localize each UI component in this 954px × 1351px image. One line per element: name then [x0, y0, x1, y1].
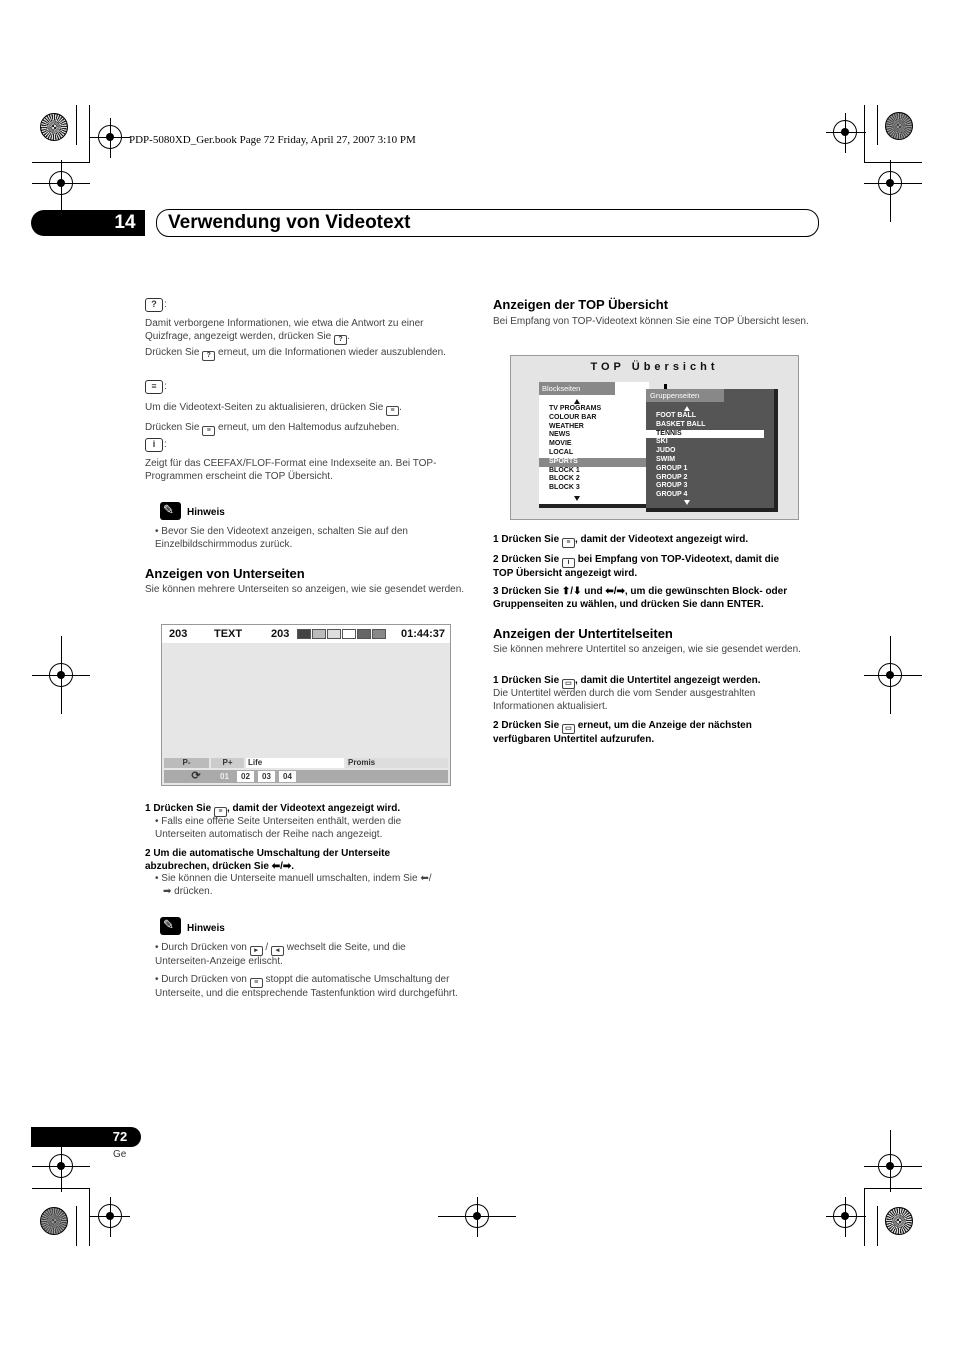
index-key-icon: i	[562, 558, 575, 568]
reveal-key-icon: ?	[202, 351, 215, 361]
block-item[interactable]: COLOUR BAR	[549, 413, 597, 421]
group-item[interactable]: GROUP 3	[656, 482, 688, 490]
color-swatch	[327, 629, 341, 639]
registration-mark-icon	[49, 171, 73, 195]
language-code: Ge	[113, 1149, 127, 1160]
block-item[interactable]: WEATHER	[549, 422, 584, 430]
top-step-1: 1 Drücken Sie ≡ , damit der Videotext angezeigt wird.	[493, 534, 749, 546]
note-bullet: • Bevor Sie den Videotext anzeigen, schalten Sie auf den Einzelbildschirmmodus zurück.	[155, 526, 408, 550]
group-item[interactable]: GROUP 1	[656, 464, 688, 472]
clock: 01:44:37	[401, 628, 446, 640]
reveal-key-icon: ?	[334, 335, 347, 345]
group-item[interactable]: BASKET BALL	[656, 420, 706, 428]
subpages-heading: Anzeigen von Unterseiten	[145, 566, 305, 581]
color-wheel-icon	[885, 1207, 913, 1235]
group-pages-panel	[646, 389, 778, 512]
index-key-icon: i	[145, 438, 163, 452]
color-swatch	[312, 629, 326, 639]
reveal-again: Drücken Sie ? erneut, um die Informationen wieder auszublenden.	[145, 347, 446, 359]
registration-mark-icon	[465, 1204, 489, 1228]
note-bullet: • Durch Drücken von ▸ / ◂ wechselt die Seite, und die Unterseiten-Anzeige erlischt.	[155, 942, 406, 967]
subtitle-heading: Anzeigen der Untertitelseiten	[493, 626, 673, 641]
hold-intro: Um die Videotext-Seiten zu aktualisieren, drücken Sie ≡ .	[145, 402, 402, 414]
hold-key-icon: ≡	[202, 426, 215, 436]
registration-mark-icon	[98, 125, 122, 149]
hold-again: Drücken Sie ≡ erneut, um den Haltemodus aufzuheben.	[145, 422, 400, 434]
reveal-intro: Damit verborgene Informationen, wie etwa die Antwort zu einer Quizfrage, angezeigt werden, drücken Sie ? .	[145, 318, 424, 343]
color-swatches	[297, 629, 387, 639]
top-overview-screen	[510, 355, 799, 520]
subpage-step-1-bullet: • Falls eine offene Seite Unterseiten enthält, werden die Unterseiten automatisch der Reihe nach angezeigt.	[155, 816, 402, 840]
subtitle-key-icon: ▭	[562, 679, 575, 689]
hold-key-icon: ≡	[145, 380, 163, 394]
subpage-03: 03	[258, 771, 275, 782]
subpage-bar	[164, 770, 448, 783]
mode-label: TEXT	[214, 628, 243, 640]
top-overview-title: TOP Übersicht	[590, 361, 719, 373]
group-item[interactable]: JUDO	[656, 447, 676, 455]
page-up-key-icon: ▸	[250, 946, 263, 956]
registration-mark-icon	[49, 663, 73, 687]
subtitle-step-2: 2 Drücken Sie ▭ erneut, um die Anzeige der nächsten verfügbaren Untertitel aufzurufen.	[493, 720, 752, 745]
scroll-down-icon	[574, 496, 580, 501]
hold-key-icon: ≡	[386, 406, 399, 416]
block-item[interactable]: BLOCK 2	[549, 475, 580, 483]
reveal-key-icon: ?	[145, 298, 163, 312]
subtitle-step-1-desc: Die Untertitel werden durch die vom Sender ausgestrahlten Informationen aktualisiert.	[493, 688, 756, 712]
teletext-key-icon: ≡	[562, 538, 575, 548]
subpage-step-2: 2 Um die automatische Umschaltung der Unterseite abzubrechen, drücken Sie ⬅/➡.	[145, 848, 391, 872]
subpage-01: 01	[216, 771, 233, 782]
block-item[interactable]: NEWS	[549, 431, 570, 439]
note-label: Hinweis	[187, 507, 225, 518]
registration-mark-icon	[98, 1204, 122, 1228]
block-item[interactable]: SPORTS	[539, 458, 649, 467]
block-item[interactable]: BLOCK 1	[549, 466, 580, 474]
fastext-p-plus: P+	[211, 758, 244, 768]
color-wheel-icon	[40, 1207, 68, 1235]
block-item[interactable]: TV PROGRAMS	[549, 405, 602, 412]
teletext-header-bar	[162, 625, 450, 643]
scroll-up-icon	[574, 399, 580, 404]
color-swatch	[297, 629, 311, 639]
group-item[interactable]: SKI	[656, 438, 668, 446]
registration-mark-icon	[878, 171, 902, 195]
color-wheel-icon	[40, 113, 68, 141]
note-icon	[160, 502, 181, 520]
group-pages-header: Gruppenseiten	[646, 389, 724, 402]
scroll-down-icon	[684, 500, 690, 505]
subtitle-step-1: 1 Drücken Sie ▭ , damit die Untertitel angezeigt werden.	[493, 675, 761, 687]
group-item[interactable]: SWIM	[656, 455, 676, 463]
note-icon	[160, 917, 181, 935]
group-item[interactable]: GROUP 4	[656, 491, 688, 499]
page-number: 203	[169, 628, 188, 640]
registration-mark-icon	[833, 1204, 857, 1228]
page-down-key-icon: ◂	[271, 946, 284, 956]
subpage-02: 02	[237, 771, 254, 782]
block-pages-header: Blockseiten	[539, 382, 615, 395]
color-swatch	[372, 629, 386, 639]
note-bullet: • Durch Drücken von ≡ stoppt die automatische Umschaltung der Unterseite, und die entsprechende Tastenfunktion wird durchgeführt.	[155, 974, 458, 999]
teletext-key-icon: ≡	[214, 807, 227, 817]
book-info-line: PDP-5080XD_Ger.book Page 72 Friday, April 27, 2007 3:10 PM	[129, 134, 416, 146]
hold-key-icon: ≡	[250, 978, 263, 988]
group-list	[646, 412, 764, 500]
note-label: Hinweis	[187, 923, 225, 934]
block-pages-panel	[539, 382, 649, 508]
fastext-bar	[164, 758, 448, 768]
registration-mark-icon	[878, 663, 902, 687]
page-number-2: 203	[271, 628, 290, 640]
fastext-life: Life	[246, 758, 344, 768]
top-heading: Anzeigen der TOP Übersicht	[493, 297, 669, 312]
subtitle-key-icon: ▭	[562, 724, 575, 734]
color-swatch	[357, 629, 371, 639]
subpage-step-2-bullet: • Sie können die Unterseite manuell umschalten, indem Sie ⬅/ ➡ drücken.	[155, 873, 432, 897]
top-step-2: 2 Drücken Sie i bei Empfang von TOP-Videotext, damit die TOP Übersicht angezeigt wird.	[493, 554, 780, 579]
group-item[interactable]: FOOT BALL	[656, 412, 697, 419]
fastext-p-minus: P-	[164, 758, 209, 768]
block-item[interactable]: LOCAL	[549, 448, 574, 456]
subpage-step-1: 1 Drücken Sie ≡ , damit der Videotext angezeigt wird.	[145, 803, 401, 815]
fastext-promis: Promis	[346, 758, 448, 768]
chapter-title: Verwendung von Videotext	[168, 212, 411, 233]
registration-mark-icon	[833, 120, 857, 144]
block-list	[539, 405, 649, 493]
registration-mark-icon	[49, 1154, 73, 1178]
color-swatch	[342, 629, 356, 639]
subpage-cycle-icon: ⟳	[186, 771, 206, 782]
color-wheel-icon	[885, 112, 913, 140]
subpage-04: 04	[279, 771, 296, 782]
scroll-up-icon	[684, 406, 690, 411]
index-text: Zeigt für das CEEFAX/FLOF-Format eine Indexseite an. Bei TOP-Programmen erscheint die TOP Übersicht.	[145, 458, 437, 482]
subtitle-intro: Sie können mehrere Untertitel so anzeigen, wie sie gesendet werden.	[493, 644, 801, 655]
top-step-3: 3 Drücken Sie ⬆/⬇ und ⬅/➡, um die gewünschten Block- oder Gruppenseiten zu wählen, und drücken Sie dann ENTER.	[493, 586, 788, 610]
teletext-subpage-screen	[161, 624, 451, 786]
page-number: 72	[112, 1129, 128, 1144]
block-item[interactable]: BLOCK 3	[549, 484, 580, 492]
top-intro: Bei Empfang von TOP-Videotext können Sie eine TOP Übersicht lesen.	[493, 316, 809, 327]
block-item[interactable]: MOVIE	[549, 440, 572, 448]
registration-mark-icon	[878, 1154, 902, 1178]
chapter-number: 14	[114, 212, 136, 233]
group-item[interactable]: GROUP 2	[656, 473, 688, 481]
subpages-intro: Sie können mehrere Unterseiten so anzeigen, wie sie gesendet werden.	[145, 584, 465, 595]
group-item[interactable]: TENNIS	[646, 430, 764, 439]
